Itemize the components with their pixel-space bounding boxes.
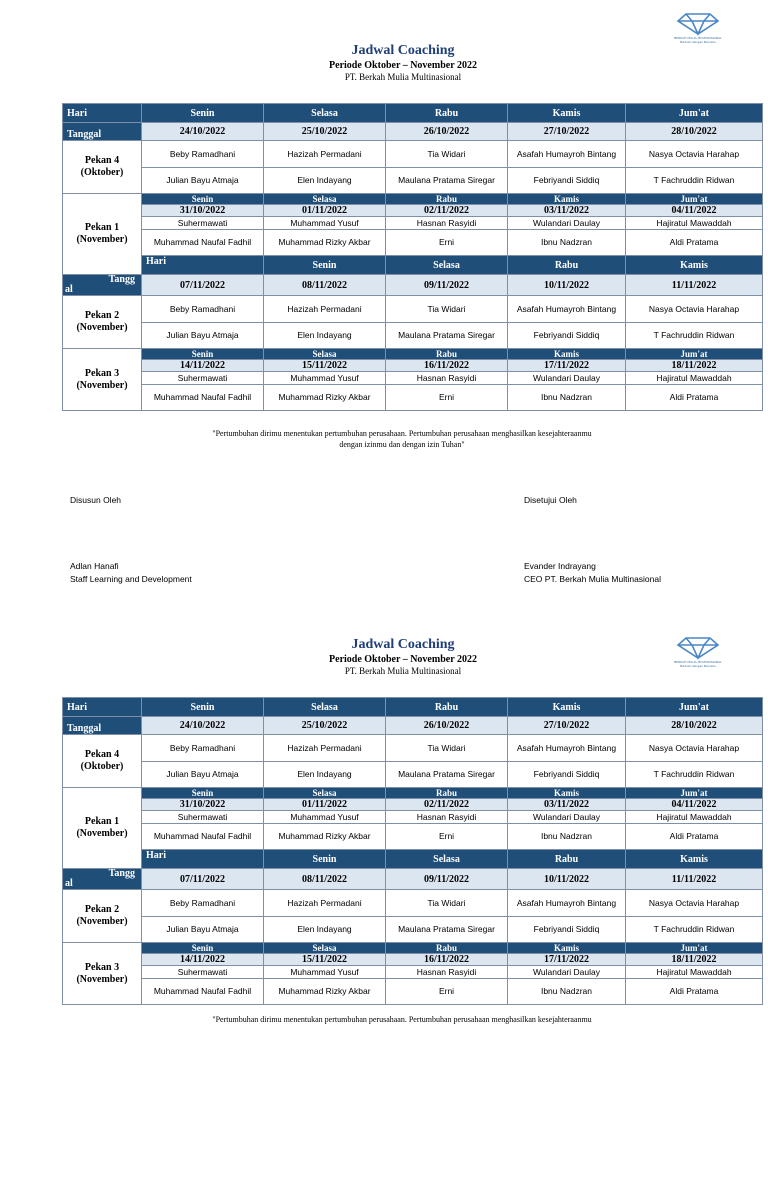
trainee-name: Julian Bayu Atmaja (142, 168, 264, 194)
trainee-name: Hajiratul Mawaddah (626, 811, 763, 824)
tanggal-part2: al (65, 878, 73, 889)
trainee-name: T Fachruddin Ridwan (626, 323, 763, 349)
trainee-name: Hasnan Rasyidi (386, 217, 508, 230)
trainee-name: T Fachruddin Ridwan (626, 168, 763, 194)
day-header: Selasa (386, 256, 508, 275)
trainee-name: Wulandari Daulay (508, 811, 626, 824)
trainee-name: Tia Widari (386, 890, 508, 917)
day-header: Kamis (626, 850, 763, 869)
trainee-name: Beby Ramadhani (142, 735, 264, 762)
trainee-name: Beby Ramadhani (142, 890, 264, 917)
date-cell: 09/11/2022 (386, 275, 508, 296)
trainee-name: Muhammad Yusuf (264, 966, 386, 979)
hari-label: Hari (63, 104, 142, 123)
trainee-name: Hazizah Permadani (264, 890, 386, 917)
trainee-name: Julian Bayu Atmaja (142, 323, 264, 349)
date-cell: 31/10/2022 (142, 205, 264, 217)
trainee-name: Erni (386, 979, 508, 1005)
day-header: Selasa (264, 698, 386, 717)
pekan-label: Pekan 4 (84, 155, 120, 166)
trainee-name: Muhammad Yusuf (264, 811, 386, 824)
pekan-label: Pekan 1 (84, 222, 120, 233)
quote-line-1: "Pertumbuhan dirimu menentukan pertumbuhan perusahaan. Pertumbuhan perusahaan menghasilkan kesejahteraanmu (212, 429, 592, 438)
date-cell: 26/10/2022 (386, 123, 508, 141)
date-cell: 17/11/2022 (508, 360, 626, 372)
logo-tagline: Berkah dengan Bersatu (680, 664, 716, 668)
day-header: Kamis (508, 788, 626, 799)
trainee-name: Hajiratul Mawaddah (626, 966, 763, 979)
pekan-month: (November) (76, 234, 128, 245)
trainee-name: Erni (386, 385, 508, 411)
pekan-cell (63, 296, 142, 349)
hari-label: Hari (142, 256, 264, 275)
day-header: Jum'at (626, 104, 763, 123)
date-cell: 01/11/2022 (264, 205, 386, 217)
schedule-table (62, 103, 763, 411)
day-header: Selasa (264, 943, 386, 954)
day-header: Rabu (508, 256, 626, 275)
preparer-role: Staff Learning and Development (70, 574, 192, 584)
trainee-name: Asafah Humayroh Bintang (508, 141, 626, 168)
day-header: Senin (142, 194, 264, 205)
trainee-name: Aldi Pratama (626, 230, 763, 256)
date-cell: 31/10/2022 (142, 799, 264, 811)
tanggal-label: Tanggal (63, 717, 142, 735)
period-subtitle: Periode Oktober – November 2022 (329, 654, 477, 665)
tanggal-part1: Tangg (108, 868, 135, 879)
trainee-name: Nasya Octavia Harahap (626, 735, 763, 762)
pekan-label: Pekan 3 (84, 961, 120, 973)
date-cell: 14/11/2022 (142, 954, 264, 966)
trainee-name: Muhammad Rizky Akbar (264, 385, 386, 411)
trainee-name: Elen Indayang (264, 762, 386, 788)
pekan-cell (63, 349, 142, 411)
trainee-name: Elen Indayang (264, 168, 386, 194)
date-cell: 04/11/2022 (626, 205, 763, 217)
trainee-name: Hasnan Rasyidi (386, 811, 508, 824)
trainee-name: Hajiratul Mawaddah (626, 217, 763, 230)
day-header: Senin (142, 349, 264, 360)
day-header: Rabu (386, 104, 508, 123)
pekan-month: (November) (76, 379, 128, 391)
trainee-name: Asafah Humayroh Bintang (508, 296, 626, 323)
pekan-cell (63, 943, 142, 1005)
date-cell: 10/11/2022 (508, 275, 626, 296)
date-cell: 18/11/2022 (626, 954, 763, 966)
trainee-name: Febriyandi Siddiq (508, 917, 626, 943)
trainee-name: Julian Bayu Atmaja (142, 762, 264, 788)
approved-by-label: Disetujui Oleh (524, 495, 577, 505)
trainee-name: Elen Indayang (264, 917, 386, 943)
hari-label: Hari (142, 850, 264, 869)
trainee-name: Muhammad Yusuf (264, 217, 386, 230)
trainee-name: Aldi Pratama (626, 385, 763, 411)
period-subtitle: Periode Oktober – November 2022 (329, 60, 477, 71)
approver-name: Evander Indrayang (524, 561, 596, 571)
trainee-name: Hazizah Permadani (264, 141, 386, 168)
trainee-name: Ibnu Nadzran (508, 230, 626, 256)
pekan-cell (63, 194, 142, 275)
pekan-month: (November) (76, 322, 128, 333)
trainee-name: Muhammad Naufal Fadhil (142, 230, 264, 256)
date-cell: 02/11/2022 (386, 205, 508, 217)
trainee-name: Erni (386, 824, 508, 850)
trainee-name: Nasya Octavia Harahap (626, 141, 763, 168)
company-name: PT. Berkah Mulia Multinasional (344, 666, 462, 676)
day-header: Rabu (386, 349, 508, 360)
day-header: Selasa (264, 194, 386, 205)
date-cell: 11/11/2022 (626, 275, 763, 296)
trainee-name: T Fachruddin Ridwan (626, 917, 763, 943)
trainee-name: Tia Widari (386, 296, 508, 323)
date-cell: 28/10/2022 (626, 717, 763, 735)
trainee-name: Aldi Pratama (626, 979, 763, 1005)
trainee-name: Elen Indayang (264, 323, 386, 349)
trainee-name: Hazizah Permadani (264, 735, 386, 762)
day-header: Selasa (386, 850, 508, 869)
pekan-label: Pekan 3 (84, 367, 120, 379)
trainee-name: Tia Widari (386, 141, 508, 168)
pekan-label: Pekan 4 (84, 749, 120, 760)
day-header: Senin (264, 256, 386, 275)
tanggal-part2: al (65, 284, 73, 295)
tanggal-label-split (63, 869, 142, 890)
day-header: Jum'at (626, 349, 763, 360)
date-cell: 03/11/2022 (508, 799, 626, 811)
trainee-name: Muhammad Rizky Akbar (264, 230, 386, 256)
date-cell: 26/10/2022 (386, 717, 508, 735)
trainee-name: Beby Ramadhani (142, 296, 264, 323)
day-header: Rabu (508, 850, 626, 869)
day-header: Senin (142, 698, 264, 717)
trainee-name: Muhammad Rizky Akbar (264, 824, 386, 850)
date-cell: 27/10/2022 (508, 123, 626, 141)
trainee-name: Maulana Pratama Siregar (386, 917, 508, 943)
date-cell: 16/11/2022 (386, 954, 508, 966)
date-cell: 15/11/2022 (264, 954, 386, 966)
date-cell: 27/10/2022 (508, 717, 626, 735)
day-header: Rabu (386, 943, 508, 954)
date-cell: 14/11/2022 (142, 360, 264, 372)
pekan-month: (November) (76, 973, 128, 985)
day-header: Jum'at (626, 698, 763, 717)
logo-text: BERKAH MULIA MULTINASIONAL (674, 660, 722, 664)
tanggal-part1: Tangg (108, 274, 135, 285)
page-title: Jadwal Coaching (351, 637, 455, 652)
day-header: Kamis (508, 349, 626, 360)
hari-label: Hari (63, 698, 142, 717)
approver-role: CEO PT. Berkah Mulia Multinasional (524, 574, 662, 584)
date-cell: 28/10/2022 (626, 123, 763, 141)
day-header: Senin (264, 850, 386, 869)
trainee-name: Wulandari Daulay (508, 966, 626, 979)
trainee-name: Hazizah Permadani (264, 296, 386, 323)
date-cell: 25/10/2022 (264, 123, 386, 141)
quote-line-2: dengan izinmu dan dengan izin Tuhan" (339, 440, 465, 449)
date-cell: 24/10/2022 (142, 717, 264, 735)
trainee-name: Maulana Pratama Siregar (386, 323, 508, 349)
prepared-by-label: Disusun Oleh (70, 495, 122, 505)
preparer-name: Adlan Hanafi (70, 561, 119, 571)
date-cell: 15/11/2022 (264, 360, 386, 372)
date-cell: 07/11/2022 (142, 869, 264, 890)
trainee-name: Muhammad Naufal Fadhil (142, 979, 264, 1005)
date-cell: 08/11/2022 (264, 275, 386, 296)
trainee-name: Muhammad Yusuf (264, 372, 386, 385)
trainee-name: Asafah Humayroh Bintang (508, 735, 626, 762)
trainee-name: Suhermawati (142, 217, 264, 230)
trainee-name: Maulana Pratama Siregar (386, 168, 508, 194)
motivational-quote (150, 1014, 654, 1025)
pekan-month: (November) (76, 828, 128, 839)
date-cell: 11/11/2022 (626, 869, 763, 890)
trainee-name: T Fachruddin Ridwan (626, 762, 763, 788)
date-cell: 09/11/2022 (386, 869, 508, 890)
date-cell: 18/11/2022 (626, 360, 763, 372)
day-header: Kamis (508, 943, 626, 954)
date-cell: 25/10/2022 (264, 717, 386, 735)
trainee-name: Hasnan Rasyidi (386, 966, 508, 979)
pekan-label: Pekan 2 (84, 310, 120, 321)
trainee-name: Febriyandi Siddiq (508, 762, 626, 788)
date-cell: 10/11/2022 (508, 869, 626, 890)
logo-text: BERKAH MULIA MULTINASIONAL (674, 36, 722, 40)
pekan-cell (63, 890, 142, 943)
trainee-name: Ibnu Nadzran (508, 385, 626, 411)
day-header: Jum'at (626, 943, 763, 954)
date-cell: 01/11/2022 (264, 799, 386, 811)
pekan-cell (63, 735, 142, 788)
date-cell: 24/10/2022 (142, 123, 264, 141)
day-header: Jum'at (626, 194, 763, 205)
trainee-name: Asafah Humayroh Bintang (508, 890, 626, 917)
page-title: Jadwal Coaching (351, 43, 455, 58)
trainee-name: Erni (386, 230, 508, 256)
day-header: Rabu (386, 194, 508, 205)
trainee-name: Julian Bayu Atmaja (142, 917, 264, 943)
company-name: PT. Berkah Mulia Multinasional (344, 72, 462, 82)
pekan-label: Pekan 2 (84, 904, 120, 915)
trainee-name: Muhammad Naufal Fadhil (142, 824, 264, 850)
trainee-name: Suhermawati (142, 372, 264, 385)
day-header: Kamis (626, 256, 763, 275)
pekan-month: (November) (76, 916, 128, 927)
date-cell: 07/11/2022 (142, 275, 264, 296)
tanggal-label-split (63, 275, 142, 296)
day-header: Kamis (508, 698, 626, 717)
day-header: Kamis (508, 194, 626, 205)
trainee-name: Hasnan Rasyidi (386, 372, 508, 385)
day-header: Rabu (386, 698, 508, 717)
trainee-name: Nasya Octavia Harahap (626, 890, 763, 917)
day-header: Selasa (264, 788, 386, 799)
date-cell: 03/11/2022 (508, 205, 626, 217)
trainee-name: Ibnu Nadzran (508, 979, 626, 1005)
day-header: Senin (142, 943, 264, 954)
trainee-name: Suhermawati (142, 811, 264, 824)
day-header: Selasa (264, 104, 386, 123)
pekan-cell (63, 141, 142, 194)
day-header: Senin (142, 788, 264, 799)
quote-line-1: "Pertumbuhan dirimu menentukan pertumbuhan perusahaan. Pertumbuhan perusahaan menghasilkan kesejahteraanmu (212, 1015, 592, 1024)
pekan-cell (63, 788, 142, 869)
logo-tagline: Berkah dengan Bersatu (680, 40, 716, 44)
trainee-name: Suhermawati (142, 966, 264, 979)
motivational-quote (150, 428, 654, 450)
schedule-page (0, 594, 768, 1188)
trainee-name: Aldi Pratama (626, 824, 763, 850)
trainee-name: Febriyandi Siddiq (508, 323, 626, 349)
pekan-month: (Oktober) (80, 761, 124, 772)
date-cell: 16/11/2022 (386, 360, 508, 372)
trainee-name: Muhammad Naufal Fadhil (142, 385, 264, 411)
trainee-name: Maulana Pratama Siregar (386, 762, 508, 788)
pekan-label: Pekan 1 (84, 816, 120, 827)
schedule-table (62, 697, 763, 1005)
trainee-name: Febriyandi Siddiq (508, 168, 626, 194)
trainee-name: Hajiratul Mawaddah (626, 372, 763, 385)
trainee-name: Wulandari Daulay (508, 217, 626, 230)
date-cell: 17/11/2022 (508, 954, 626, 966)
day-header: Jum'at (626, 788, 763, 799)
tanggal-label: Tanggal (63, 123, 142, 141)
trainee-name: Ibnu Nadzran (508, 824, 626, 850)
pekan-month: (Oktober) (80, 167, 124, 178)
day-header: Kamis (508, 104, 626, 123)
date-cell: 02/11/2022 (386, 799, 508, 811)
trainee-name: Nasya Octavia Harahap (626, 296, 763, 323)
trainee-name: Muhammad Rizky Akbar (264, 979, 386, 1005)
trainee-name: Wulandari Daulay (508, 372, 626, 385)
trainee-name: Beby Ramadhani (142, 141, 264, 168)
date-cell: 04/11/2022 (626, 799, 763, 811)
day-header: Selasa (264, 349, 386, 360)
day-header: Senin (142, 104, 264, 123)
day-header: Rabu (386, 788, 508, 799)
date-cell: 08/11/2022 (264, 869, 386, 890)
trainee-name: Tia Widari (386, 735, 508, 762)
